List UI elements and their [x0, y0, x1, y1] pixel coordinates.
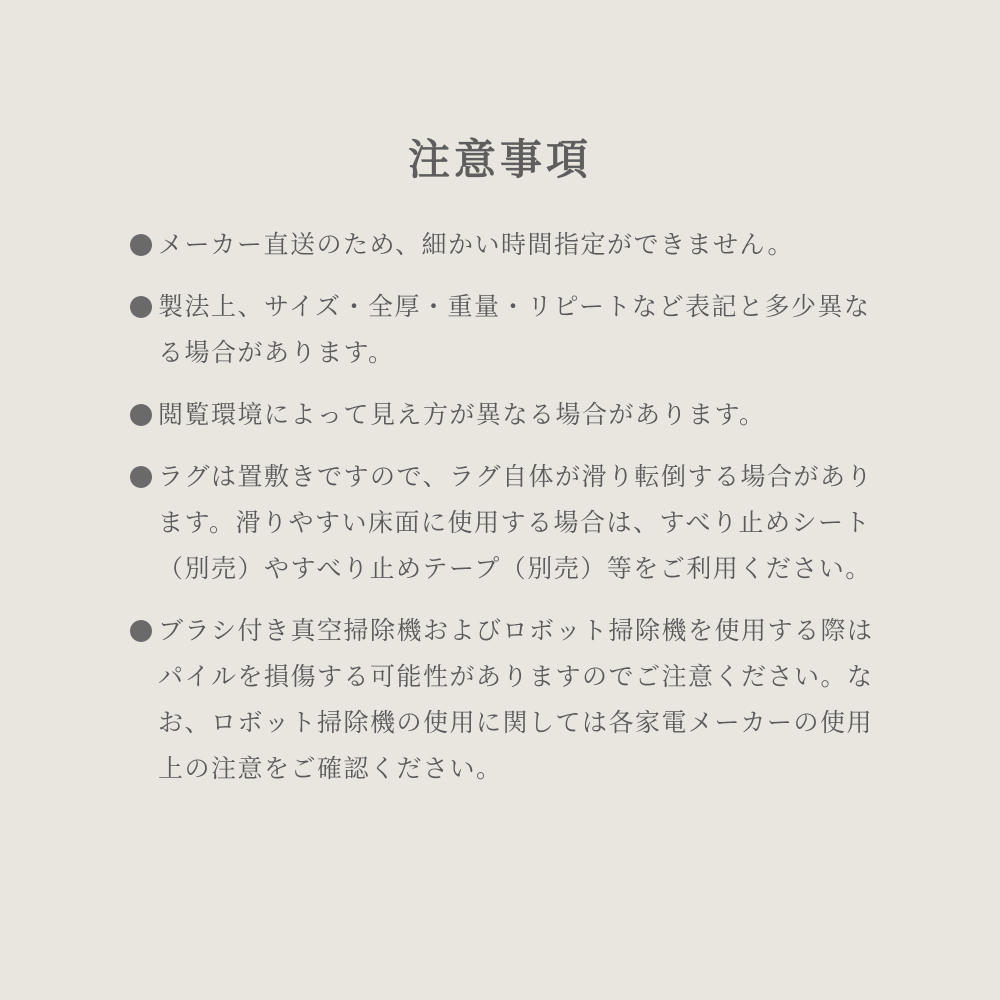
note-item	[130, 222, 875, 268]
note-item	[130, 284, 875, 376]
note-text: メーカー直送のため、細かい時間指定ができません。	[158, 230, 795, 259]
bullet-icon	[130, 404, 152, 426]
note-text: ラグは置敷きですので、ラグ自体が滑り転倒する場合があります。滑りやすい床面に使用する場合は、すべり止めシート（別売）やすべり止めテープ（別売）等をご利用ください。	[158, 462, 874, 583]
note-item	[130, 392, 875, 438]
page-title: 注意事項	[407, 135, 592, 185]
note-text: 製法上、サイズ・全厚・重量・リピートなど表記と多少異なる場合があります。	[158, 292, 871, 367]
bullet-icon	[130, 296, 152, 318]
note-item	[130, 454, 875, 592]
note-item	[130, 608, 875, 792]
bullet-icon	[130, 234, 152, 256]
bullet-icon	[130, 466, 152, 488]
note-text: 閲覧環境によって見え方が異なる場合があります。	[158, 400, 766, 429]
bullet-icon	[130, 620, 152, 642]
notes-list	[130, 222, 875, 808]
note-text: ブラシ付き真空掃除機およびロボット掃除機を使用する際はパイルを損傷する可能性がありますのでご注意ください。なお、ロボット掃除機の使用に関しては各家電メーカーの使用上の注意をご確認ください。	[158, 616, 874, 783]
